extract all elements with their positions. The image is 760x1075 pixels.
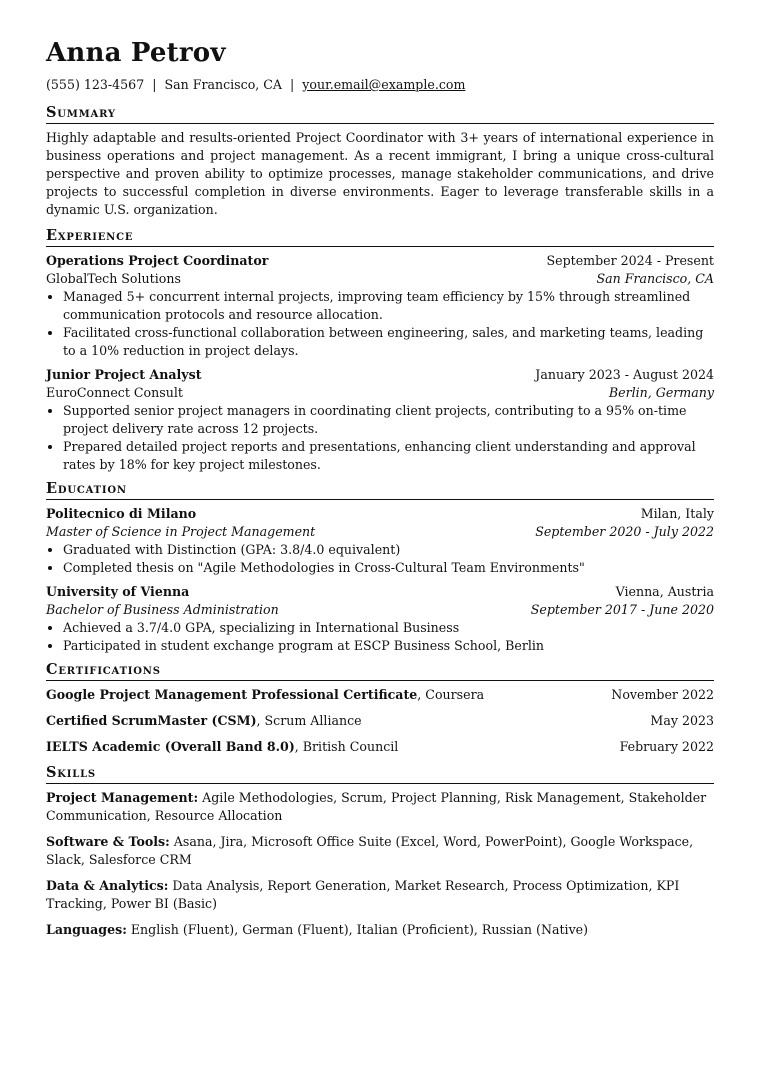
- job-role: Operations Project Coordinator: [46, 253, 269, 268]
- skill-row: [46, 833, 714, 869]
- certification-name: Certified ScrumMaster (CSM): [46, 713, 257, 728]
- job-dates: January 2023 - August 2024: [535, 367, 714, 382]
- degree: Bachelor of Business Administration: [46, 602, 279, 617]
- section-title-certifications: Certifications: [46, 661, 714, 681]
- school-name: Politecnico di Milano: [46, 506, 197, 521]
- job-dates: September 2024 - Present: [546, 253, 714, 268]
- school-name: University of Vienna: [46, 584, 190, 599]
- education-section: [46, 480, 714, 655]
- certification-issuer: , British Council: [294, 739, 399, 754]
- job-role: Junior Project Analyst: [46, 367, 202, 382]
- bullet-item: • Participated in student exchange program at ESCP Business School, Berlin: [63, 637, 714, 655]
- degree: Master of Science in Project Management: [46, 524, 316, 539]
- skill-text: English (Fluent), German (Fluent), Italian (Proficient), Russian (Native): [126, 922, 589, 937]
- section-title-summary: Summary: [46, 104, 714, 124]
- bullet-item: • Facilitated cross-functional collaboration between engineering, sales, and marketing teams, leading to a 10% reduction in project delays.: [63, 324, 714, 360]
- skill-row: [46, 921, 714, 939]
- bullet-item: • Graduated with Distinction (GPA: 3.8/4.0 equivalent): [63, 541, 714, 559]
- contact-line: [46, 76, 714, 94]
- certification-row: [46, 686, 714, 704]
- bullet-item: • Supported senior project managers in coordinating client projects, contributing to a 95% on-time project delivery rate across 12 projects.: [63, 402, 714, 438]
- certifications-section: [46, 661, 714, 756]
- section-title-experience: Experience: [46, 227, 714, 247]
- certification-date: February 2022: [619, 739, 714, 754]
- skill-label: Project Management:: [46, 790, 199, 805]
- job-location: San Francisco, CA: [596, 271, 714, 286]
- summary-text: Highly adaptable and results-oriented Project Coordinator with 3+ years of international experience in business operations and project management. As a recent immigrant, I bring a unique cross-cultural perspective and proven ability to optimize processes, manage stakeholder communications, and drive projects to successful completion in diverse environments. Eager to leverage transferable skills in a dynamic U.S. organization.: [46, 130, 714, 217]
- job-bullets: [46, 402, 714, 474]
- bullet-item: • Managed 5+ concurrent internal projects, improving team efficiency by 15% through streamlined communication protocols and resource allocation.: [63, 288, 714, 324]
- skill-label: Data & Analytics:: [46, 878, 169, 893]
- school-dates: September 2020 - July 2022: [535, 524, 714, 539]
- location: San Francisco, CA: [164, 77, 283, 92]
- section-title-skills: Skills: [46, 764, 714, 784]
- section-title-education: Education: [46, 480, 714, 500]
- bullet-item: • Achieved a 3.7/4.0 GPA, specializing in International Business: [63, 619, 714, 637]
- certification-issuer: , Scrum Alliance: [256, 713, 362, 728]
- separator: |: [290, 77, 295, 92]
- certification-row: [46, 738, 714, 756]
- job-bullets: [46, 288, 714, 360]
- skill-row: [46, 877, 714, 913]
- experience-section: [46, 227, 714, 474]
- school-entry: [46, 583, 714, 655]
- job-entry: [46, 252, 714, 360]
- job-location: Berlin, Germany: [608, 385, 714, 400]
- certification-date: November 2022: [611, 687, 714, 702]
- certification-name: Google Project Management Professional Certificate: [46, 687, 418, 702]
- certification-name: IELTS Academic (Overall Band 8.0): [46, 739, 295, 754]
- school-bullets: [46, 541, 714, 577]
- skill-text: Agile Methodologies, Scrum, Project Planning, Risk Management, Stakeholder Communication, Resource Allocation: [46, 790, 707, 823]
- school-location: Milan, Italy: [640, 506, 714, 521]
- skill-text: Asana, Jira, Microsoft Office Suite (Excel, Word, PowerPoint), Google Workspace, Slack, Salesforce CRM: [46, 834, 694, 867]
- job-entry: [46, 366, 714, 474]
- skill-label: Software & Tools:: [46, 834, 170, 849]
- skill-text: Data Analysis, Report Generation, Market Research, Process Optimization, KPI Tracking, Power BI (Basic): [46, 878, 680, 911]
- school-bullets: [46, 619, 714, 655]
- skill-row: [46, 789, 714, 825]
- summary-section: [46, 104, 714, 219]
- school-entry: [46, 505, 714, 577]
- school-location: Vienna, Austria: [615, 584, 714, 599]
- job-company: GlobalTech Solutions: [46, 271, 181, 286]
- job-company: EuroConnect Consult: [46, 385, 183, 400]
- separator: |: [152, 77, 157, 92]
- certification-date: May 2023: [650, 713, 714, 728]
- school-dates: September 2017 - June 2020: [530, 602, 714, 617]
- bullet-item: • Prepared detailed project reports and presentations, enhancing client understanding and approval rates by 18% for key project milestones.: [63, 438, 714, 474]
- skill-label: Languages:: [46, 922, 127, 937]
- skills-section: [46, 764, 714, 939]
- bullet-item: • Completed thesis on "Agile Methodologies in Cross-Cultural Team Environments": [63, 559, 714, 577]
- email-link[interactable]: your.email@example.com: [302, 77, 466, 92]
- certification-row: [46, 712, 714, 730]
- certification-issuer: , Coursera: [417, 687, 485, 702]
- candidate-name: Anna Petrov: [46, 38, 226, 68]
- phone: (555) 123-4567: [46, 77, 145, 92]
